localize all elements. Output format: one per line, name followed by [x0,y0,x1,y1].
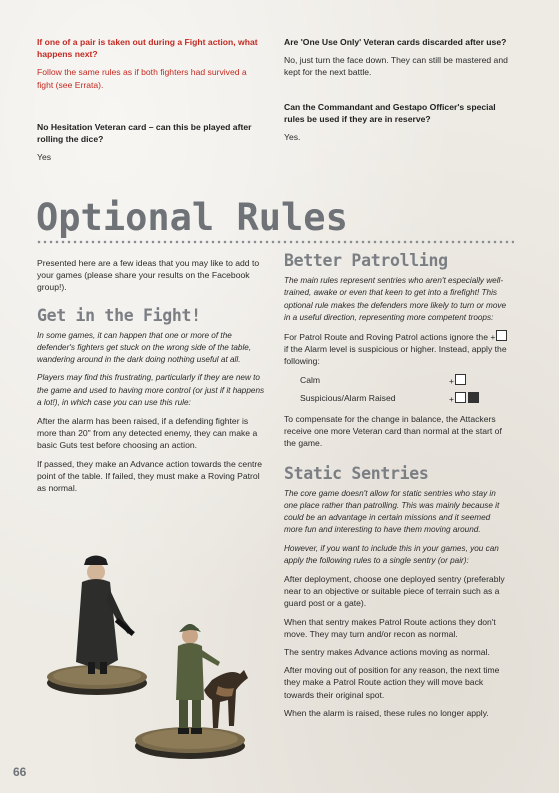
faq-question: If one of a pair is taken out during a Fight action, what happens next? [37,37,258,60]
right-body-column [284,251,510,725]
miniatures-photo [40,550,250,765]
fight-italic-2: Players may find this frustrating, particularly if they are new to the game and used to having more control (or just if it happens a lot!), in which case you can use this rule: [37,373,265,407]
intro-text: Presented here are a few ideas that you may like to add to your games (please share your results on the Facebook group!). [37,258,260,293]
patrol-paragraph-2: To compensate for the change in balance, the Attackers receive one more Veteran card than normal at the start of the game. [284,414,502,449]
alarm-label: Suspicious/Alarm Raised [300,392,396,403]
alarm-label: Calm [300,374,321,385]
dotted-divider [36,240,514,244]
alarm-plus: + [448,375,454,386]
sentries-italic-1: The core game doesn't allow for static sentries who stay in one place rather than patrolling. This was mainly because it could be an advantage in certain missions and it seemed more fun and interesting to have them moving around. [284,488,500,535]
fight-paragraph-2: If passed, they make an Advance action towards the centre point of the table. If failed, they must make a Roving Patrol as normal. [37,458,263,494]
fight-italic-1: In some games, it can happen that one or more of the defender's fighters get stuck on the wrong side of the table, wandering around in the dark doing nothing useful at all. [37,330,252,365]
faq-question: Can the Commandant and Gestapo Officer's special rules be used if they are in reserve? [284,101,496,124]
page-title: Optional Rules [36,196,348,239]
sentries-paragraph-1: After deployment, choose one deployed sentry (preferably near to an objective or suitable piece of terrain such as a guard post or a gate). [284,574,505,609]
patrol-plus: + [490,332,496,343]
faq-answer: Follow the same rules as if both fighters had survived a fight (see Errata). [37,67,247,90]
faq-answer: Yes [37,152,52,163]
patrol-text-pre: For Patrol Route and Roving Patrol actions ignore the [284,332,488,343]
faq-question: No Hesitation Veteran card – can this be played after rolling the dice? [37,121,252,145]
alarm-value [449,374,480,387]
patrol-italic: The main rules represent sentries who aren't especially well-trained, awake or even that keen to get into a firefight! This optional rule makes the defenders more likely to turn or move in a useful direction, representing more competent troops: [284,276,507,322]
sentries-paragraph-3: The sentry makes Advance actions moving as normal. [284,647,490,658]
fight-paragraph-1: After the alarm has been raised, if a defending fighter is more than 20" from any detected enemy, they can make a basic Guts test before choosing an action. [37,416,258,451]
white-die-icon [455,374,466,385]
patrol-paragraph-1 [284,330,510,368]
patrol-text-post: if the Alarm level is suspicious or higher. Instead, apply the following: [284,344,507,367]
alarm-value [449,392,480,405]
faq-answer: No, just turn the face down. They can still be mastered and kept for the next battle. [284,55,508,78]
faq-question: Are 'One Use Only' Veteran cards discarded after use? [284,37,507,47]
section-heading-patrol: Better Patrolling [284,251,448,270]
white-die-icon [455,392,466,403]
page-number: 66 [13,765,27,779]
faq-right-column [284,36,509,149]
white-die-icon [496,330,507,341]
section-heading-fight: Get in the Fight! [37,305,201,325]
sentries-italic-2: However, if you want to include this in your games, you can apply the following rules to a single sentry (or pair): [284,543,499,565]
left-body-column [37,257,265,500]
alarm-table [300,374,510,405]
faq-left-column [37,36,262,169]
black-die-icon [468,392,479,403]
section-heading-sentries: Static Sentries [284,463,429,483]
sentries-paragraph-5: When the alarm is raised, these rules no longer apply. [284,707,489,718]
alarm-row-calm [300,374,480,387]
alarm-plus: + [448,393,454,404]
faq-answer: Yes. [284,132,301,143]
sentries-paragraph-4: After moving out of position for any reason, the next time they make a Patrol Route action they will move back towards their original spot. [284,665,500,700]
sentries-paragraph-2: When that sentry makes Patrol Route actions they don't move. They may turn and/or recon as normal. [284,616,496,639]
alarm-row-suspicious [300,392,480,405]
